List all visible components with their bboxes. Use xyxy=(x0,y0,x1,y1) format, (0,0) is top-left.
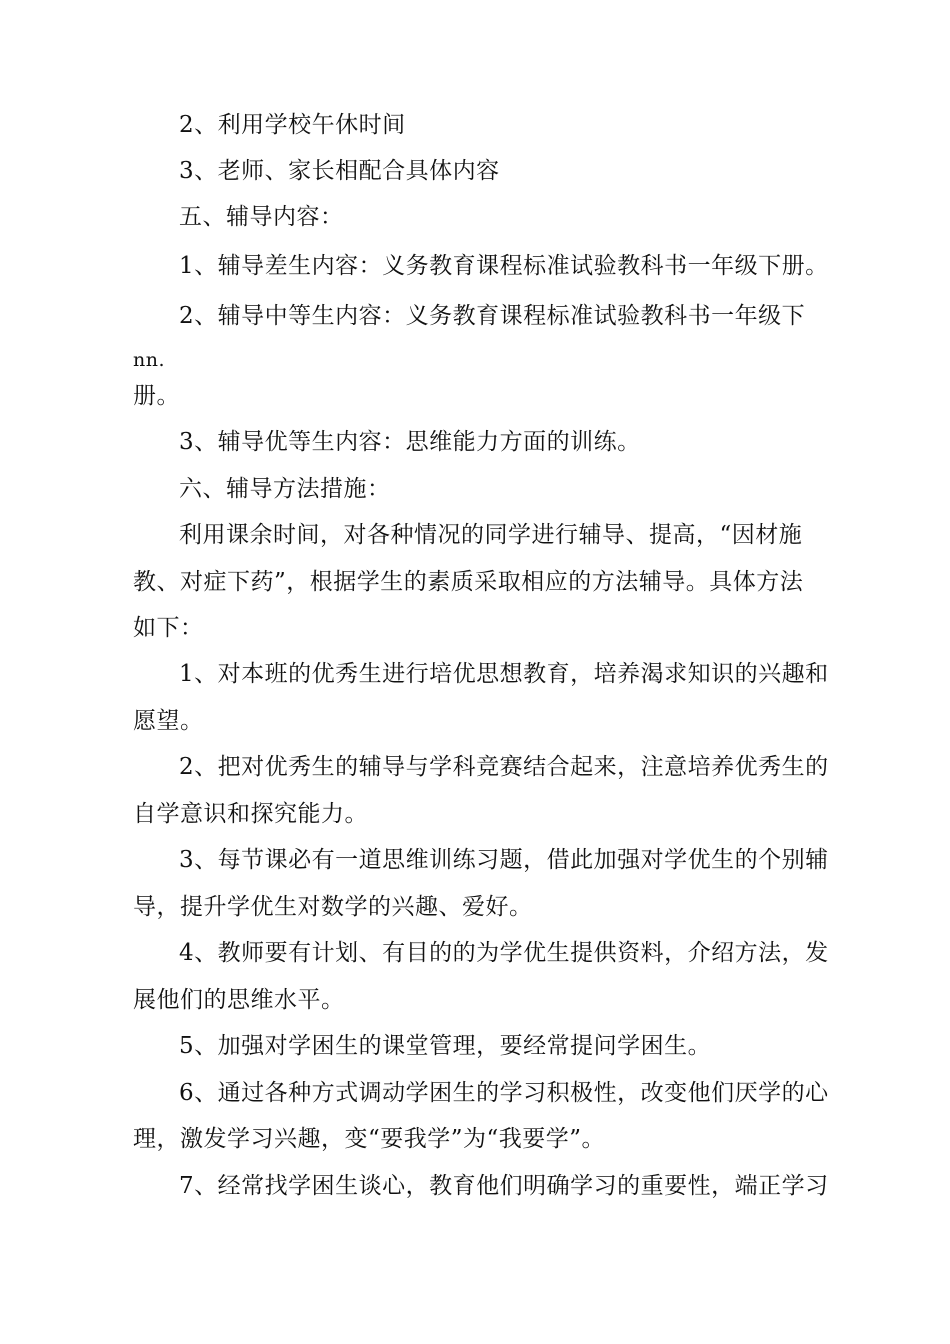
section-heading: 六、辅导方法措施： xyxy=(179,476,391,502)
text-line: 2、利用学校午休时间 xyxy=(179,112,406,138)
text-line: 1、辅导差生内容：义务教育课程标准试验教科书一年级下册。 xyxy=(179,253,829,279)
text-line: 教、对症下药”，根据学生的素质采取相应的方法辅导。具体方法 xyxy=(133,569,804,595)
text-line: 4、教师要有计划、有目的的为学优生提供资料，介绍方法，发 xyxy=(179,940,829,966)
text-line: 6、通过各种方式调动学困生的学习积极性，改变他们厌学的心 xyxy=(179,1080,829,1106)
text-line: 册。 xyxy=(133,383,180,409)
text-line: 2、把对优秀生的辅导与学科竞赛结合起来，注意培养优秀生的 xyxy=(179,754,829,780)
text-line: 利用课余时间，对各种情况的同学进行辅导、提高，“因材施 xyxy=(179,522,803,548)
text-line: 愿望。 xyxy=(133,708,204,734)
text-line: 理，激发学习兴趣，变“要我学”为“我要学”。 xyxy=(133,1126,606,1152)
text-line: nn. xyxy=(133,349,166,371)
text-line: 导，提升学优生对数学的兴趣、爱好。 xyxy=(133,894,533,920)
section-heading: 五、辅导内容： xyxy=(179,204,344,230)
text-line: 展他们的思维水平。 xyxy=(133,987,345,1013)
text-line: 如下： xyxy=(133,615,204,641)
text-line: 7、经常找学困生谈心，教育他们明确学习的重要性，端正学习 xyxy=(179,1173,829,1199)
text-line: 自学意识和探究能力。 xyxy=(133,801,368,827)
text-line: 3、老师、家长相配合具体内容 xyxy=(179,158,500,184)
text-line: 5、加强对学困生的课堂管理，要经常提问学困生。 xyxy=(179,1033,712,1059)
text-line: 1、对本班的优秀生进行培优思想教育，培养渴求知识的兴趣和 xyxy=(179,661,829,687)
text-line: 3、每节课必有一道思维训练习题，借此加强对学优生的个别辅 xyxy=(179,847,829,873)
text-line: 3、辅导优等生内容：思维能力方面的训练。 xyxy=(179,429,641,455)
text-line: 2、辅导中等生内容：义务教育课程标准试验教科书一年级下 xyxy=(179,303,806,329)
